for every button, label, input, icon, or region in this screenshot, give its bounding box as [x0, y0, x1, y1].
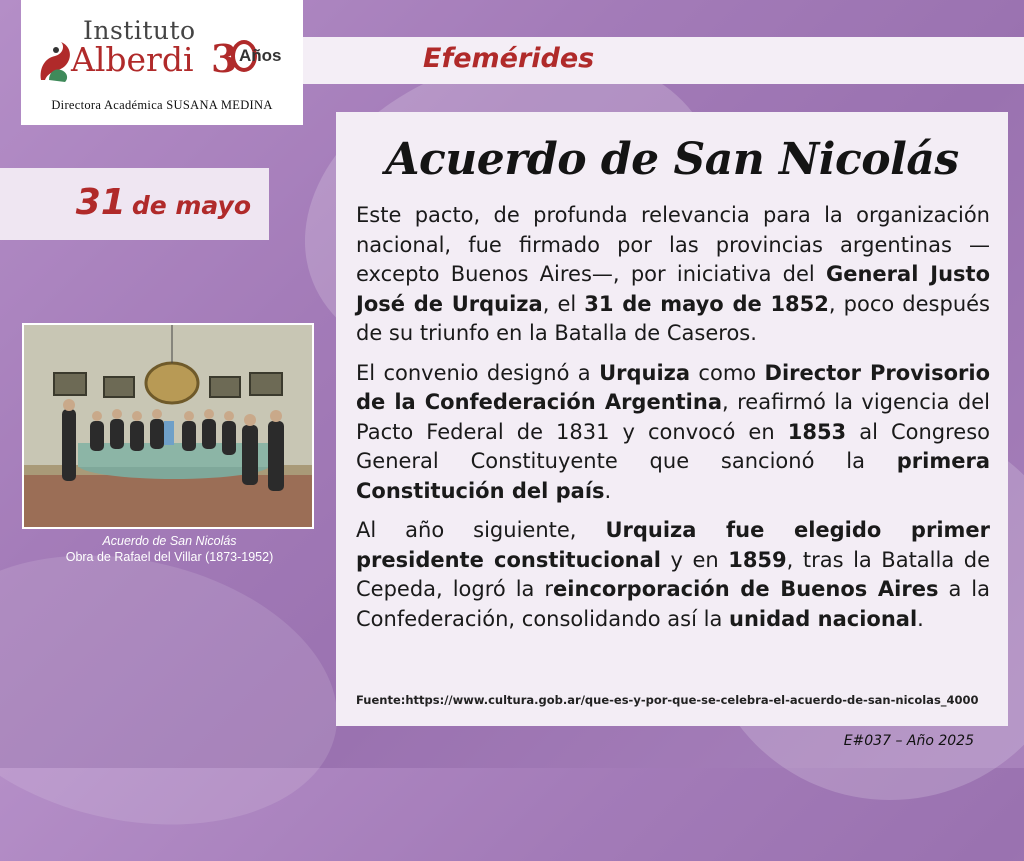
- date-label: [76, 182, 251, 223]
- institution-logo-panel: [21, 0, 303, 125]
- caption-title: Acuerdo de San Nicolás: [102, 534, 237, 548]
- paragraph-text: a la Confederación, consolidando así la: [356, 577, 990, 631]
- painting-illustration: [24, 325, 312, 527]
- paragraph-text: .: [604, 478, 612, 503]
- article-body: [356, 201, 990, 644]
- logo-text-alberdi: Alberdi: [71, 40, 194, 79]
- date-month: de mayo: [131, 191, 251, 220]
- article-paragraph-2: [356, 359, 990, 507]
- highlighted-text: Director Provisorio de la Confederación Argentina: [356, 360, 991, 414]
- edition-number: E#037 – Año 2025: [843, 733, 974, 749]
- date-day: 31: [75, 182, 126, 223]
- highlighted-text: Urquiza: [599, 360, 691, 385]
- paragraph-text: , el: [542, 291, 585, 316]
- paragraph-text: El convenio designó a: [356, 360, 600, 385]
- article-paragraph-1: [356, 201, 990, 349]
- paragraph-text: como: [690, 360, 765, 385]
- anniversary-label: Años: [239, 46, 282, 65]
- logo-text-instituto: Instituto: [83, 16, 196, 45]
- paragraph-text: al Congreso General Constituyente que sancionó la: [356, 419, 991, 473]
- historical-painting: [22, 323, 314, 529]
- paragraph-text: Al año siguiente,: [356, 518, 606, 542]
- anniversary-logo: [211, 36, 291, 80]
- highlighted-text: eincorporación de Buenos Aires: [553, 577, 939, 601]
- highlighted-text: General Justo José de Urquiza: [356, 262, 990, 316]
- date-panel: [0, 168, 269, 240]
- paragraph-text: y en: [660, 547, 729, 572]
- paragraph-text: .: [917, 606, 924, 631]
- article-paragraph-3: [356, 516, 990, 634]
- highlighted-text: 1853: [787, 419, 847, 444]
- background-shape: [0, 519, 362, 861]
- highlighted-text: Urquiza fue elegido primer presidente constitucional: [356, 518, 990, 572]
- article-card: [336, 112, 1008, 726]
- paragraph-text: , poco después de su triunfo en la Batalla de Caseros.: [356, 291, 990, 345]
- paragraph-text: , reafirmó la vigencia del Pacto Federal de 1831 y convocó en: [356, 390, 990, 444]
- highlighted-text: unidad nacional: [729, 606, 918, 631]
- highlighted-text: 31 de mayo de 1852: [584, 291, 829, 316]
- paragraph-text: Este pacto, de profunda relevancia para la organización nacional, fue firmado por las provincias argentinas —excepto Buenos Aires—, por iniciativa del: [356, 203, 990, 286]
- paragraph-text: , tras la Batalla de Cepeda, logró la r: [356, 547, 990, 601]
- anniversary-number-three: 3: [211, 36, 238, 81]
- article-title: Acuerdo de San Nicolás: [385, 134, 959, 185]
- highlighted-text: primera Constitución del país: [356, 449, 990, 503]
- alberdi-emblem-icon: [35, 40, 75, 84]
- caption-author: Obra de Rafael del Villar (1873-1952): [65, 550, 274, 564]
- section-title-bar: [303, 37, 1024, 84]
- academic-director: Directora Académica SUSANA MEDINA: [51, 98, 273, 112]
- source-citation: Fuente:https://www.cultura.gob.ar/que-es-y-por-que-se-celebra-el-acuerdo-de-san-nicolas_4000: [356, 693, 979, 707]
- highlighted-text: 1859: [728, 547, 787, 572]
- section-title: Efemérides: [423, 43, 595, 74]
- painting-caption: [0, 533, 339, 565]
